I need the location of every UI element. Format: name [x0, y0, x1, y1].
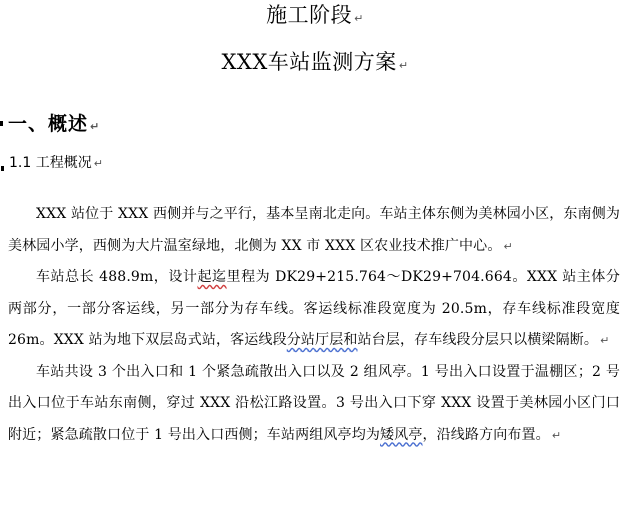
heading-2-text: 1.1 工程概况 [9, 155, 92, 171]
paragraph-mark-icon: ↵ [398, 59, 409, 72]
spelling-flag-text: 起迄 [197, 269, 227, 285]
title-text-1: 施工阶段 [266, 3, 353, 27]
heading-bullet-marker [0, 121, 3, 126]
paragraph-2 [8, 262, 620, 357]
paragraph-2-text-a: 车站总长 488.9m，设计 [36, 269, 198, 285]
paragraph-1-text: XXX 站位于 XXX 西侧并与之平行，基本呈南北走向。车站主体东侧为美林园小区，东南侧为美林园小学，西侧为大片温室绿地，北侧为 XX 市 XXX 区农业技术推广中心。 [8, 206, 620, 254]
title-text-2: XXX车站监测方案 [221, 50, 397, 74]
paragraph-mark-icon: ↵ [503, 239, 513, 253]
paragraph-2-text-e: 站台层，存车线段分层只以横梁隔断。 [357, 332, 599, 348]
heading-2 [9, 152, 103, 175]
grammar-flag-text: 分站厅层和 [286, 332, 358, 348]
paragraph-3-text-c: ，沿线路方向布置。 [422, 426, 550, 443]
heading-1-text: 一、概述 [8, 113, 89, 135]
paragraph-3 [8, 357, 620, 452]
paragraph-2-text-c: 里程为 DK29+215.764～DK29+704.664。XXX 站主体分两部分，一部分客运线，另一部分为存车线。客运线标准段宽度为 20.5m，存车线标准段宽度 26m。XXX 站为地下双层岛式站，客运线段 [8, 269, 621, 348]
heading-1 [8, 111, 100, 140]
body-text [8, 199, 620, 451]
subheading-bullet-marker [1, 166, 4, 171]
paragraph-mark-icon: ↵ [354, 12, 364, 25]
grammar-flag-text: 矮风亭 [380, 426, 423, 443]
paragraph-1 [8, 199, 620, 262]
paragraph-3-text-a: 车站共设 3 个出入口和 1 个紧急疏散出入口以及 2 组风亭。1 号出入口设置于温棚区；2 号出入口位于车站东南侧，穿过 XXX 沿松江路设置。3 号出入口下穿 XXX 设置于美林园小区门口附近；紧急疏散口位于 1 号出入口西侧；车站两组风亭均为 [8, 363, 620, 443]
paragraph-mark-icon: ↵ [551, 428, 562, 442]
title-line-1 [0, 2, 630, 32]
title-line-2 [0, 49, 630, 79]
paragraph-mark-icon: ↵ [600, 334, 610, 347]
paragraph-mark-icon: ↵ [90, 120, 101, 133]
paragraph-mark-icon: ↵ [93, 157, 103, 170]
